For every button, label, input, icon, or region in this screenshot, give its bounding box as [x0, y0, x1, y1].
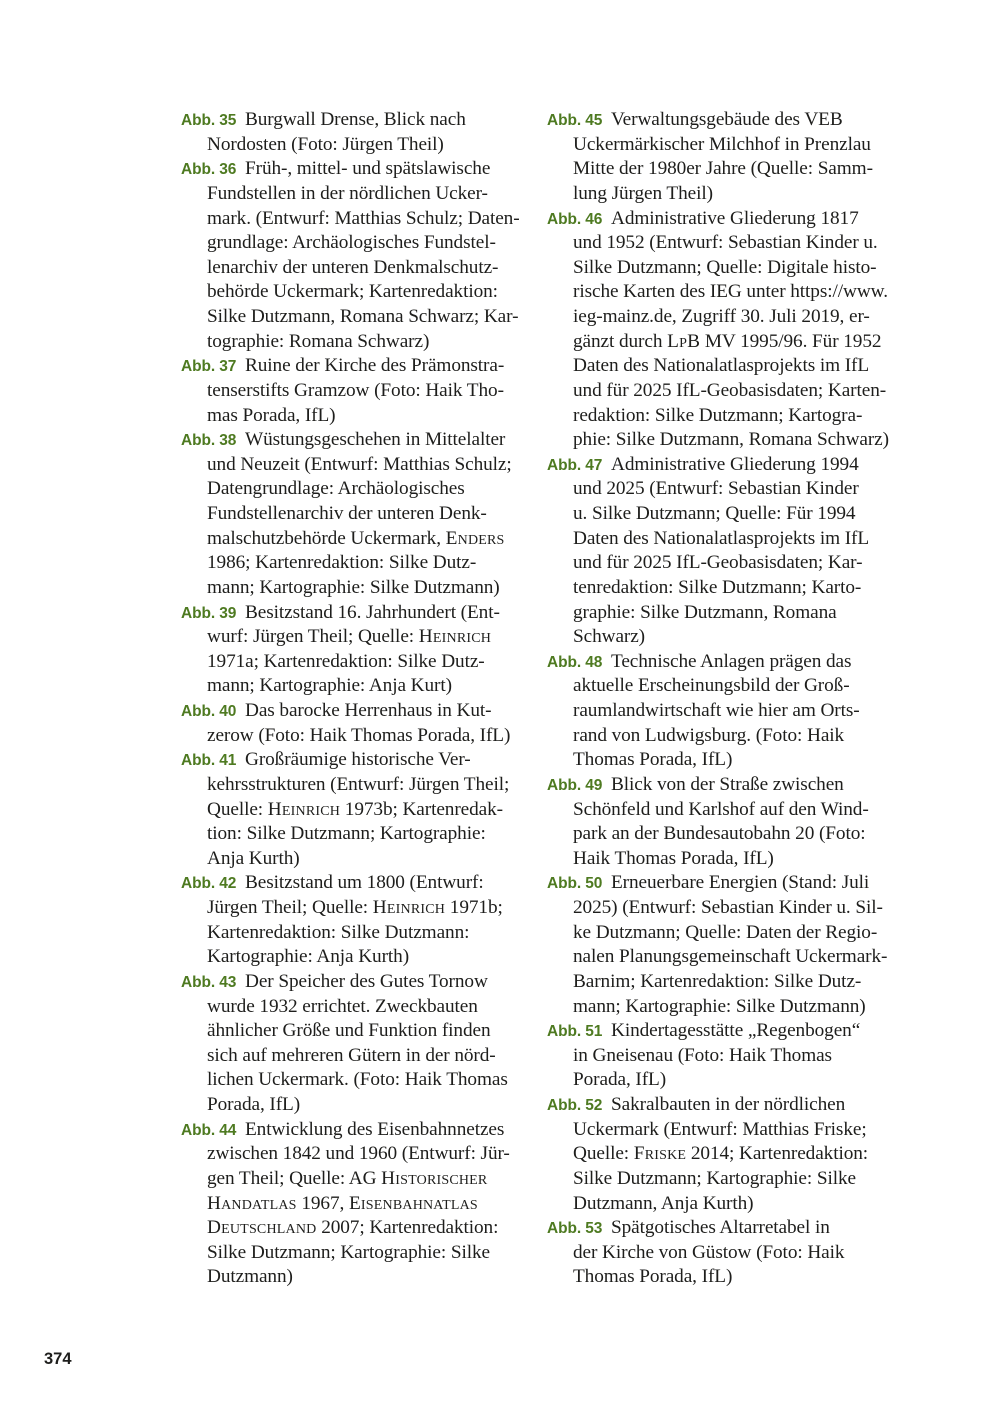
figure-caption-line: mann; Kartographie: Anja Kurt)	[207, 675, 452, 697]
figure-caption-first-line: Abb. 43 Der Speicher des Gutes Tornow	[181, 970, 520, 995]
smallcaps-source-name: Heinrich	[372, 897, 446, 918]
figure-entry	[547, 207, 889, 453]
smallcaps-source-name: Eisenbahnatlas	[348, 1192, 478, 1214]
figure-entry	[181, 108, 520, 157]
figure-caption-line: Schwarz)	[573, 626, 646, 648]
figure-label: Abb. 38	[181, 432, 237, 450]
figure-caption-line: ähnlicher Größe und Funktion finden	[207, 1020, 491, 1042]
figure-entry	[181, 354, 520, 428]
figure-caption-line: Thomas Porada, IfL)	[573, 749, 733, 771]
figure-caption-line: behörde Uckermark; Kartenredaktion:	[207, 281, 498, 303]
figure-label: Abb. 43	[181, 973, 237, 991]
figure-caption-line: raumlandwirtschaft wie hier am Orts-	[573, 700, 860, 721]
figure-caption-line: zerow (Foto: Haik Thomas Porada, IfL)	[207, 724, 511, 746]
figure-caption-line: wurf: Jürgen Theil; Quelle: Heinrich	[207, 626, 492, 648]
figure-label: Abb. 45	[547, 112, 603, 129]
figure-caption-line: Quelle: Friske 2014; Kartenredaktion:	[573, 1143, 869, 1165]
figure-caption-first-line: Abb. 47 Administrative Gliederung 1994	[547, 453, 889, 478]
figure-label: Abb. 35	[181, 112, 237, 129]
figure-caption-line: Silke Dutzmann; Kartographie: Silke	[207, 1241, 490, 1263]
figure-caption-line: Schönfeld und Karlshof auf den Wind-	[573, 798, 869, 820]
figure-caption-line: Dutzmann)	[207, 1266, 293, 1288]
figure-caption-line: der Kirche von Güstow (Foto: Haik	[573, 1241, 845, 1263]
figure-label: Abb. 40	[181, 703, 237, 720]
figure-caption-line: zwischen 1842 und 1960 (Entwurf: Jür-	[207, 1143, 510, 1165]
figure-caption-line: Jürgen Theil; Quelle: Heinrich 1971b;	[207, 897, 503, 918]
figure-caption-line: aktuelle Erscheinungsbild der Groß-	[573, 675, 850, 697]
figure-caption-line: malschutzbehörde Uckermark, Enders	[207, 527, 505, 549]
figure-caption-line: Nordosten (Foto: Jürgen Theil)	[207, 133, 444, 155]
figure-caption-line: mann; Kartographie: Silke Dutzmann)	[207, 576, 500, 598]
figure-caption-line: in Gneisenau (Foto: Haik Thomas	[573, 1044, 832, 1066]
figure-caption-line: Datengrundlage: Archäologisches	[207, 478, 465, 500]
figure-caption-line: tion: Silke Dutzmann; Kartographie:	[207, 823, 486, 845]
figure-label: Abb. 47	[547, 456, 603, 474]
figure-caption-line: Quelle: Heinrich 1973b; Kartenredak-	[207, 798, 503, 820]
figure-label: Abb. 36	[181, 161, 237, 179]
figure-caption-line: tenredaktion: Silke Dutzmann; Karto-	[573, 576, 862, 598]
figure-caption-line: Daten des Nationalatlasprojekts im IfL	[573, 355, 870, 377]
figure-entry	[547, 1093, 889, 1216]
figure-caption-first-line: Abb. 45 Verwaltungsgebäude des VEB	[547, 108, 889, 133]
figure-caption-first-line: Abb. 39 Besitzstand 16. Jahrhundert (Ent-	[181, 601, 520, 626]
figure-caption-line: park an der Bundesautobahn 20 (Foto:	[573, 823, 866, 845]
figure-entry	[547, 1019, 889, 1093]
figure-caption-line: Fundstellen in der nördlichen Ucker-	[207, 182, 488, 204]
figure-caption-first-line: Abb. 44 Entwicklung des Eisenbahnnetzes	[181, 1118, 520, 1143]
figure-caption-line: Porada, IfL)	[573, 1069, 667, 1091]
figure-caption-line: Daten des Nationalatlasprojekts im IfL	[573, 527, 870, 549]
figure-label: Abb. 50	[547, 875, 603, 893]
figure-entry	[547, 773, 889, 872]
smallcaps-source-name: Heinrich	[418, 626, 492, 648]
figure-caption-line: Silke Dutzmann; Kartographie: Silke	[573, 1167, 856, 1189]
figure-caption-line: 1986; Kartenredaktion: Silke Dutz-	[207, 552, 477, 574]
figure-caption-line: und für 2025 IfL-Geobasisdaten; Kar-	[573, 552, 863, 574]
figure-caption-line: Mitte der 1980er Jahre (Quelle: Samm-	[573, 158, 873, 180]
figure-caption-line: lichen Uckermark. (Foto: Haik Thomas	[207, 1069, 508, 1091]
figure-entry	[547, 650, 889, 773]
figure-label: Abb. 44	[181, 1121, 237, 1139]
figure-caption-first-line: Abb. 41 Großräumige historische Ver-	[181, 748, 520, 773]
figure-caption-line: nalen Planungsgemeinschaft Uckermark-	[573, 946, 888, 968]
smallcaps-source-name: LpB	[667, 330, 701, 352]
figure-label: Abb. 42	[181, 875, 237, 893]
figure-caption-line: gänzt durch LpB MV 1995/96. Für 1952	[573, 330, 882, 352]
figure-entry	[181, 970, 520, 1118]
figure-caption-first-line: Abb. 35 Burgwall Drense, Blick nach	[181, 108, 520, 133]
figure-caption-line: Deutschland 2007; Kartenredaktion:	[207, 1217, 499, 1239]
figure-caption-first-line: Abb. 50 Erneuerbare Energien (Stand: Juli	[547, 871, 889, 896]
figure-caption-line: Dutzmann, Anja Kurth)	[573, 1192, 754, 1214]
figure-caption-first-line: Abb. 37 Ruine der Kirche des Prämonstra-	[181, 354, 520, 379]
smallcaps-source-name: Enders	[445, 527, 505, 549]
figure-list-column-left	[181, 108, 520, 1290]
smallcaps-source-name: Heinrich	[267, 798, 341, 820]
figure-caption-line: Thomas Porada, IfL)	[573, 1266, 733, 1288]
figure-entry	[547, 108, 889, 207]
page-number: 374	[44, 1350, 72, 1368]
figure-caption-line: tenserstifts Gramzow (Foto: Haik Tho-	[207, 379, 504, 401]
figure-caption-first-line: Abb. 46 Administrative Gliederung 1817	[547, 207, 889, 232]
figure-caption-line: Fundstellenarchiv der unteren Denk-	[207, 503, 487, 524]
figure-caption-line: und Neuzeit (Entwurf: Matthias Schulz;	[207, 453, 512, 475]
figure-caption-line: Handatlas 1967, Eisenbahnatlas	[207, 1192, 478, 1214]
figure-caption-first-line: Abb. 48 Technische Anlagen prägen das	[547, 650, 889, 675]
figure-caption-line: sich auf mehreren Gütern in der nörd-	[207, 1044, 496, 1066]
figure-label: Abb. 49	[547, 776, 603, 794]
figure-caption-line: Porada, IfL)	[207, 1094, 301, 1115]
figure-caption-line: Silke Dutzmann, Romana Schwarz; Kar-	[207, 306, 519, 327]
figure-caption-line: und für 2025 IfL-Geobasisdaten; Karten-	[573, 379, 887, 401]
figure-entry	[181, 428, 520, 600]
figure-entry	[547, 1216, 889, 1290]
figure-entry	[181, 157, 520, 354]
figure-caption-line: lung Jürgen Theil)	[573, 182, 713, 204]
figure-label: Abb. 46	[547, 210, 603, 228]
figure-caption-line: grundlage: Archäologisches Fundstel-	[207, 232, 496, 254]
smallcaps-source-name: Deutschland	[207, 1217, 317, 1239]
figure-caption-first-line: Abb. 42 Besitzstand um 1800 (Entwurf:	[181, 871, 520, 896]
figure-entry	[181, 1118, 520, 1290]
figure-caption-line: phie: Silke Dutzmann, Romana Schwarz)	[573, 429, 889, 451]
figure-entry	[181, 871, 520, 970]
figure-caption-line: Barnim; Kartenredaktion: Silke Dutz-	[573, 970, 862, 992]
figure-caption-line: redaktion: Silke Dutzmann; Kartogra-	[573, 404, 863, 426]
figure-label: Abb. 39	[181, 604, 237, 622]
figure-label: Abb. 48	[547, 653, 603, 671]
smallcaps-source-name: Historischer	[381, 1167, 488, 1189]
figure-label: Abb. 41	[181, 752, 237, 770]
figure-caption-line: 1971a; Kartenredaktion: Silke Dutz-	[207, 650, 485, 672]
figure-caption-first-line: Abb. 51 Kindertagesstätte „Regenbogen“	[547, 1019, 889, 1044]
figure-caption-first-line: Abb. 38 Wüstungsgeschehen in Mittelalter	[181, 428, 520, 453]
figure-list-column-right	[547, 108, 889, 1290]
figure-entry	[547, 871, 889, 1019]
figure-caption-line: lenarchiv der unteren Denkmalschutz-	[207, 256, 499, 278]
figure-caption-line: Haik Thomas Porada, IfL)	[573, 847, 774, 869]
figure-caption-line: Anja Kurth)	[207, 847, 300, 869]
figure-caption-first-line: Abb. 53 Spätgotisches Altarretabel in	[547, 1216, 889, 1241]
figure-caption-line: ke Dutzmann; Quelle: Daten der Regio-	[573, 921, 878, 943]
figure-caption-first-line: Abb. 52 Sakralbauten in der nördlichen	[547, 1093, 889, 1118]
figure-caption-line: graphie: Silke Dutzmann, Romana	[573, 601, 837, 623]
figure-caption-line: 2025) (Entwurf: Sebastian Kinder u. Sil-	[573, 897, 883, 918]
figure-caption-first-line: Abb. 36 Früh-, mittel- und spätslawische	[181, 157, 520, 182]
figure-caption-line: Uckermark (Entwurf: Matthias Friske;	[573, 1118, 867, 1140]
figure-caption-line: wurde 1932 errichtet. Zweckbauten	[207, 995, 478, 1017]
figure-caption-line: Kartenredaktion: Silke Dutzmann:	[207, 921, 470, 943]
figure-caption-first-line: Abb. 49 Blick von der Straße zwischen	[547, 773, 889, 798]
figure-caption-line: rische Karten des IEG unter https://www.	[573, 281, 888, 303]
figure-caption-line: mark. (Entwurf: Matthias Schulz; Daten-	[207, 207, 520, 229]
smallcaps-source-name: Friske	[633, 1143, 687, 1165]
figure-caption-line: rand von Ludwigsburg. (Foto: Haik	[573, 724, 845, 746]
figure-entry	[181, 601, 520, 700]
figure-caption-line: Uckermärkischer Milchhof in Prenzlau	[573, 133, 871, 155]
figure-caption-line: u. Silke Dutzmann; Quelle: Für 1994	[573, 503, 856, 524]
figure-entry	[547, 453, 889, 650]
figure-caption-line: Kartographie: Anja Kurth)	[207, 946, 410, 968]
figure-label: Abb. 51	[547, 1023, 603, 1041]
figure-entry	[181, 699, 520, 748]
figure-caption-line: tographie: Romana Schwarz)	[207, 330, 430, 352]
figure-caption-line: Silke Dutzmann; Quelle: Digitale histo-	[573, 256, 877, 278]
figure-caption-line: gen Theil; Quelle: AG Historischer	[207, 1167, 488, 1189]
figure-caption-first-line: Abb. 40 Das barocke Herrenhaus in Kut-	[181, 699, 520, 724]
figure-caption-line: und 2025 (Entwurf: Sebastian Kinder	[573, 478, 859, 500]
figure-caption-line: und 1952 (Entwurf: Sebastian Kinder u.	[573, 232, 878, 254]
figure-caption-line: ieg-mainz.de, Zugriff 30. Juli 2019, er-	[573, 306, 870, 327]
figure-entry	[181, 748, 520, 871]
figure-label: Abb. 52	[547, 1097, 603, 1114]
smallcaps-source-name: Handatlas	[207, 1192, 297, 1214]
figure-caption-line: mann; Kartographie: Silke Dutzmann)	[573, 995, 866, 1017]
figure-caption-line: mas Porada, IfL)	[207, 404, 336, 426]
figure-label: Abb. 53	[547, 1220, 603, 1238]
figure-label: Abb. 37	[181, 358, 237, 376]
figure-caption-line: kehrsstrukturen (Entwurf: Jürgen Theil;	[207, 773, 510, 795]
